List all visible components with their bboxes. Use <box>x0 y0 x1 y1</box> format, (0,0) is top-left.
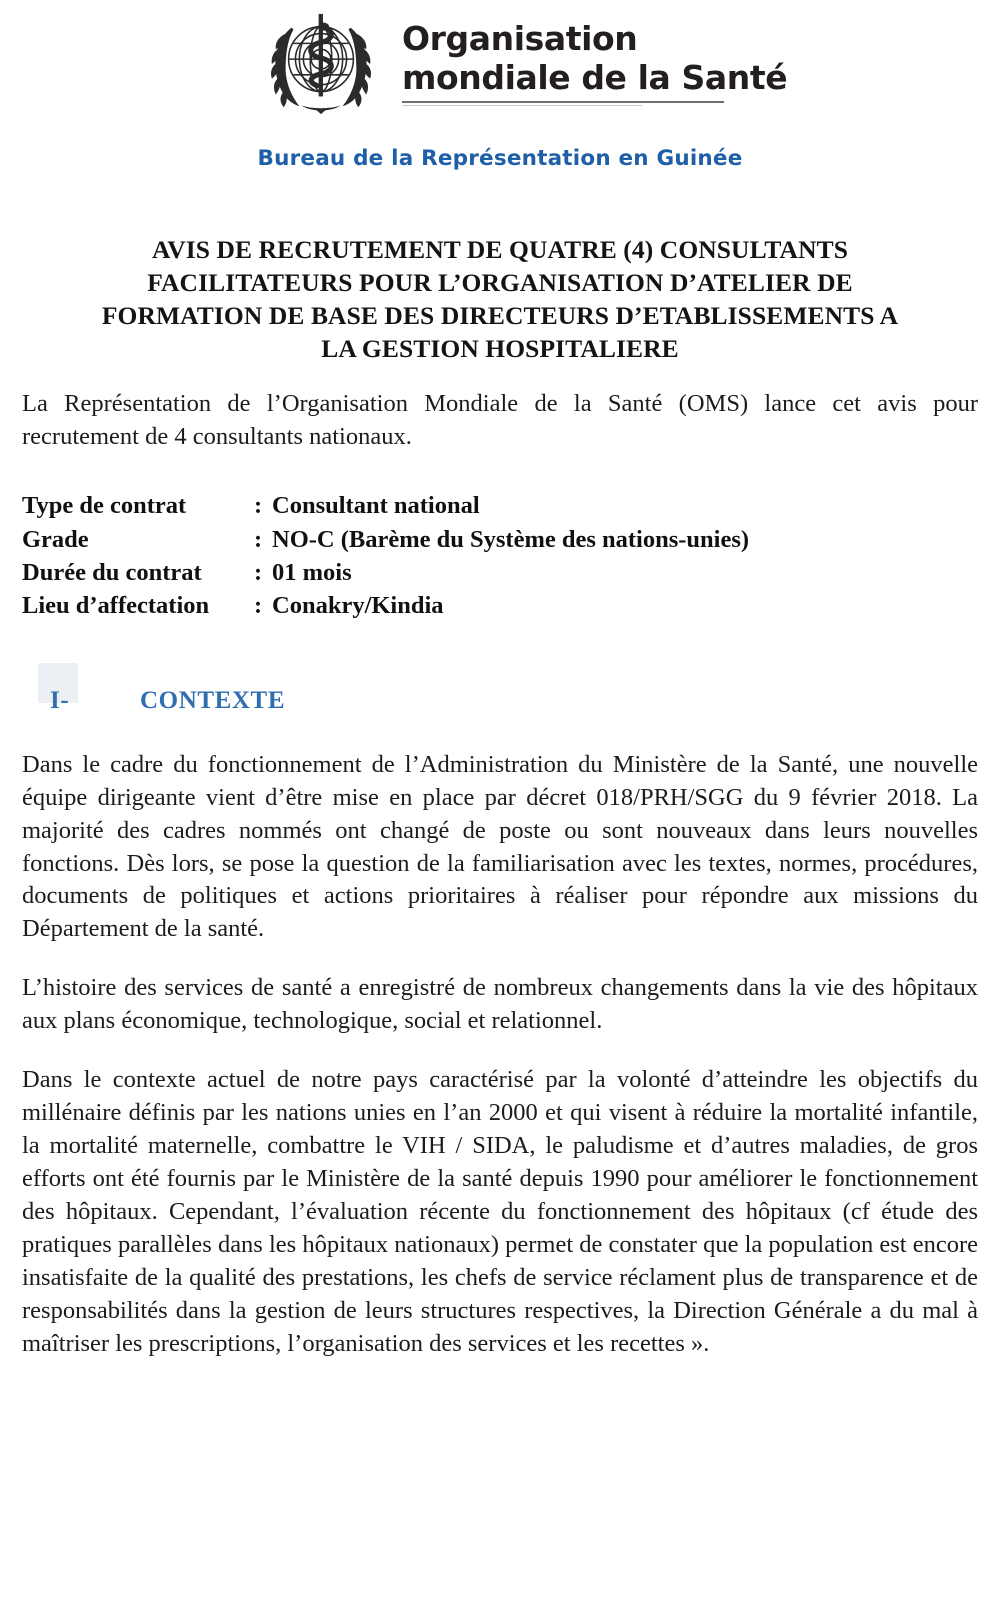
detail-value: NO-C (Barème du Système des nations-unies) <box>272 525 750 553</box>
who-emblem-icon <box>262 10 380 120</box>
context-paragraph-2: L’histoire des services de santé a enregistré de nombreux changements dans la vie des hôpitaux aux plans économique, technologique, social et relationnel. <box>22 974 978 1035</box>
section-body-contexte <box>22 749 978 1361</box>
detail-label: Durée du contrat <box>22 559 202 587</box>
bureau-subtitle: Bureau de la Représentation en Guinée <box>257 146 743 171</box>
who-wordmark <box>402 8 787 106</box>
detail-row-lieu-d-affectation <box>22 589 978 622</box>
detail-row-grade <box>22 523 978 556</box>
detail-value: Consultant national <box>272 492 480 520</box>
page-title-line-3: FORMATION DE BASE DES DIRECTEURS D’ETABLISSEMENTS A <box>101 301 899 331</box>
contract-details <box>22 489 978 622</box>
section-number: I- <box>50 686 70 714</box>
document-body <box>22 388 978 454</box>
intro-paragraph: La Représentation de l’Organisation Mondiale de la Santé (OMS) lance cet avis pour recrutement de 4 consultants nationaux. <box>22 389 978 450</box>
detail-separator: : <box>254 492 263 520</box>
org-name-line-1: Organisation <box>402 19 638 58</box>
wordmark-rule <box>402 101 724 103</box>
context-paragraph-3: Dans le contexte actuel de notre pays caractérisé par la volonté d’atteindre les objectifs du millénaire définis par les nations unies en l’an 2000 et qui visent à réduire la mortalité infantile, la mortalité maternelle, combattre le VIH / SIDA, le paludisme et d’autres maladies, de gros efforts ont été fournis par le Ministère de la santé depuis 1990 pour améliorer le fonctionnement des hôpitaux. Cependant, l’évaluation récente du fonctionnement des hôpitaux (cf étude des pratiques parallèles dans les hôpitaux nationaux) permet de constater que la population est encore insatisfaite de la qualité des prestations, les chefs de service réclament plus de transparence et de responsabilités dans la gestion de leurs structures respectives, la Direction Générale a du mal à maîtriser les prescriptions, l’organisation des services et les recettes ». <box>22 1066 978 1357</box>
detail-label: Lieu d’affectation <box>22 592 210 620</box>
context-paragraph-1: Dans le cadre du fonctionnement de l’Administration du Ministère de la Santé, une nouvelle équipe dirigeante vient d’être mise en place par décret 018/PRH/SGG du 9 février 2018. La majorité des cadres nommés ont changé de poste ou sont nouveaux dans leurs nouvelles fonctions. Dès lors, se pose la question de la familiarisation avec les textes, normes, procédures, documents de politiques et actions prioritaires à réaliser pour répondre aux missions du Département de la santé. <box>22 750 978 943</box>
section-heading-contexte <box>0 687 1000 715</box>
detail-separator: : <box>254 525 263 553</box>
section-number-wrap <box>50 687 114 715</box>
section-title: CONTEXTE <box>140 686 286 714</box>
page-title-line-1: AVIS DE RECRUTEMENT DE QUATRE (4) CONSULTANTS <box>152 235 848 264</box>
detail-value: 01 mois <box>272 559 352 587</box>
page-title-line-2: FACILITATEURS POUR L’ORGANISATION D’ATELIER DE <box>147 268 853 298</box>
letterhead <box>0 0 1000 120</box>
detail-row-type-de-contrat <box>22 489 978 522</box>
detail-label: Type de contrat <box>22 492 187 520</box>
detail-row-duree-du-contrat <box>22 556 978 589</box>
detail-separator: : <box>254 592 263 620</box>
detail-value: Conakry/Kindia <box>272 592 444 620</box>
detail-separator: : <box>254 559 263 587</box>
wordmark-rule-faint <box>402 105 642 106</box>
page-title-line-4: LA GESTION HOSPITALIERE <box>321 334 679 364</box>
org-name-line-2: mondiale de la Santé <box>402 57 788 97</box>
page-title <box>56 233 944 366</box>
detail-label: Grade <box>22 525 89 553</box>
